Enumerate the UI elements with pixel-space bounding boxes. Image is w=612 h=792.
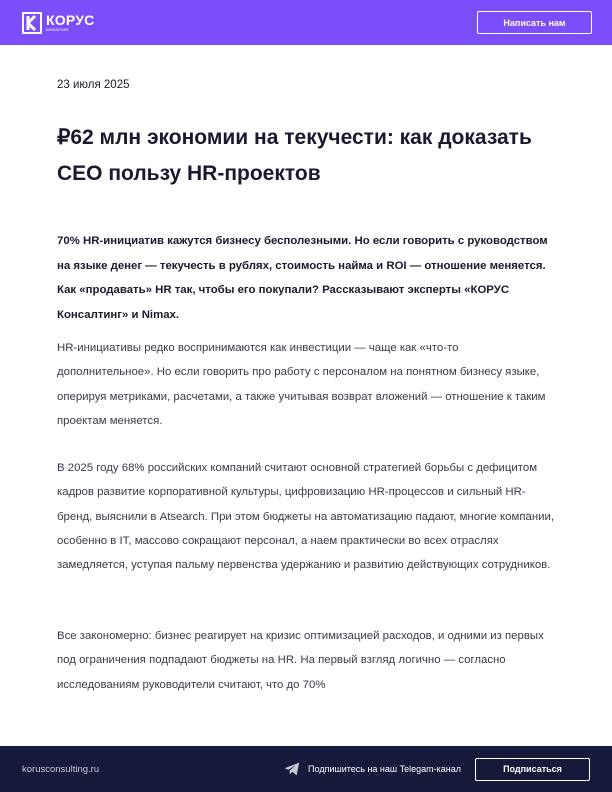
article-title: ₽62 млн экономии на текучести: как доказать CEO пользу HR-проектов [57, 126, 532, 185]
bottom-footer [0, 746, 612, 792]
article-paragraph: В 2025 году 68% российских компаний считают основной стратегией борьбы с дефицитом кадров развитие корпоративной культуры, цифровизацию HR-процессов и сильный HR-бренд, выяснили в Atsearch. При этом бюджеты на автоматизацию падают, многие компании, особенно в IT, массово сокращают персонал, а наем практически во всех отраслях замедляется, уступая пальму первенства удержанию и развитию действующих сотрудников. [57, 462, 555, 572]
korus-logo[interactable] [22, 12, 94, 34]
article-paragraph: HR-инициативы редко воспринимаются как инвестиции — чаще как «что-то дополнительное». Но если говорить про работу с персоналом на понятном бизнесу языке, оперируя метриками, расчетами, а также учитывая возврат вложений — отношение к таким проектам меняется. [57, 342, 546, 427]
article-date: 23 июля 2025 [57, 79, 130, 91]
telegram-icon [284, 761, 300, 777]
logo-text [46, 13, 94, 33]
logo-subtitle: консалтинг [46, 26, 70, 32]
telegram-subscribe-text: Подпишитесь на наш Telegam-канал [308, 764, 461, 774]
subscribe-button[interactable]: Подписаться [475, 758, 590, 781]
logo-name: КОРУС [46, 11, 95, 28]
top-header [0, 0, 612, 45]
write-us-button[interactable]: Написать нам [477, 11, 592, 34]
site-link[interactable]: korusconsulting.ru [22, 763, 100, 775]
article-lead: 70% HR-инициатив кажутся бизнесу бесполезными. Но если говорить с руководством на языке денег — текучесть в рублях, стоимость найма и ROI — отношение меняется. Как «продавать» HR так, чтобы его покупали? Рассказывают эксперты «КОРУС Консалтинг» и Nimax. [57, 235, 548, 321]
article-paragraph: Все закономерно: бизнес реагирует на кризис оптимизацией расходов, и одними из первых под ограничения подпадают бюджеты на HR. На первый взгляд логично — согласно исследованиям руководители считают, что до 70% [57, 630, 544, 691]
korus-logo-mark-icon [22, 12, 42, 34]
telegram-subscribe [284, 758, 590, 781]
